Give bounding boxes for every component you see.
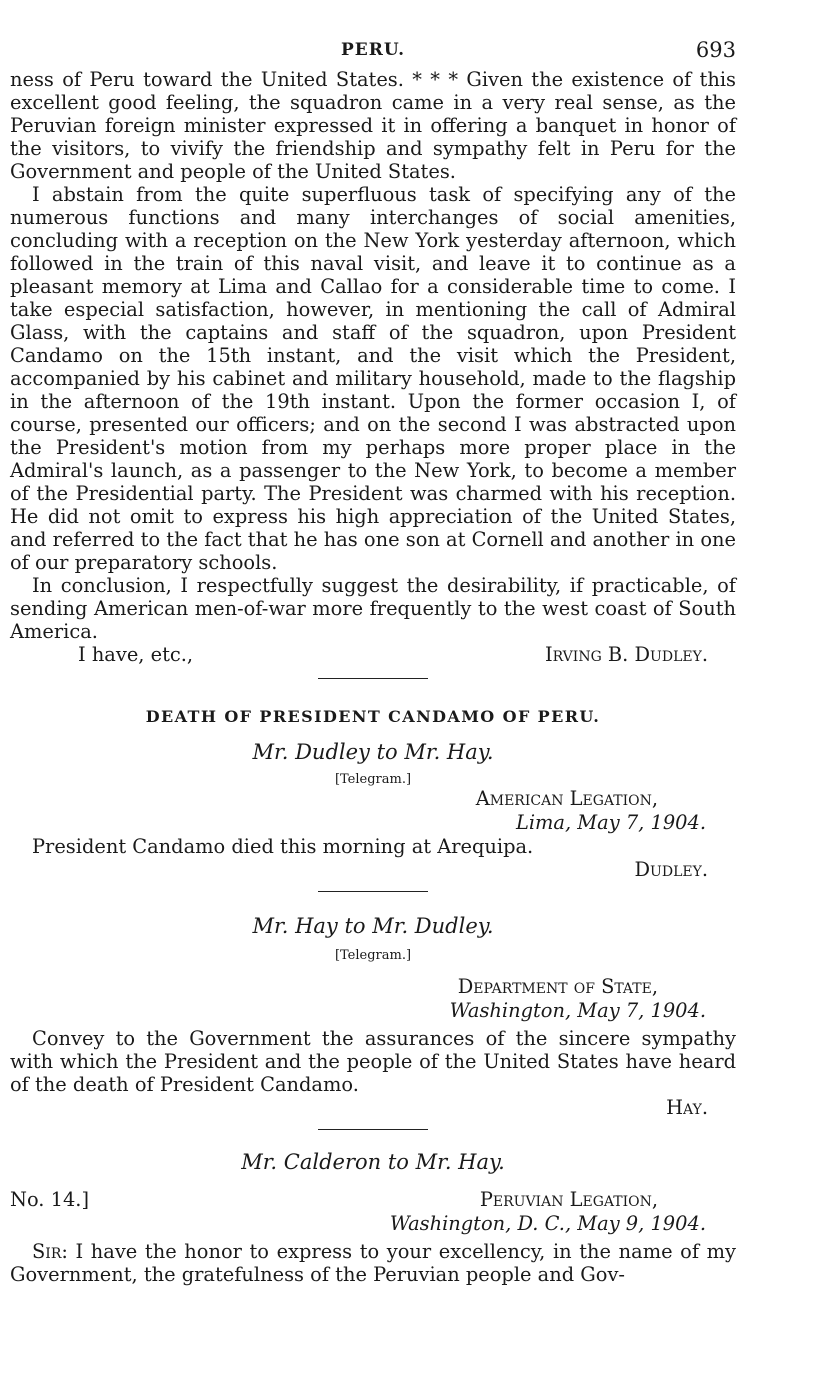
closing-phrase: I have, etc., [78,643,194,666]
page-header [10,34,736,68]
dateline-2: Washington, May 7, 1904. [449,999,706,1022]
section-title: DEATH OF PRESIDENT CANDAMO OF PERU. [145,707,601,726]
dateline-1: Lima, May 7, 1904. [515,811,706,834]
signature-1: Dudley. [634,858,708,881]
paragraph-2: I abstain from the quite superfluous task of specifying any of the numerous functions and many interchanges of social amenities, concluding with a reception on the New York yesterday afternoon, which followed in the train of this naval visit, and leave it to continue as a pleasant memory at Lima and Callao for a considerable time to come. I take especial satisfaction, however, in mentioning the call of Admiral Glass, with the captains and staff of the squadron, upon President Candamo on the 15th instant, and the visit which the President, accompanied by his cabinet and military household, made to the flagship in the afternoon of the 19th instant. Upon the former occasion I, of course, presented our officers; and on the second I was abstracted upon the President's motion from my perhaps more proper place in the Admiral's launch, as a passenger to the New York, to become a member of the Presidential party. The President was charmed with his reception. He did not omit to express his high appreciation of the United States, and referred to the fact that he has one son at Cornell and another in one of our preparatory schools. [10,183,736,574]
body-3-text: : I have the honor to express to your excellency, in the name of my Government, the gratefulness of the Peruvian people and Gov- [10,1240,736,1286]
paragraph-3: In conclusion, I respectfully suggest the desirability, if practicable, of sending American men-of-war more frequently to the west coast of South America. [10,574,736,643]
body-1: President Candamo died this morning at Arequipa. [32,835,534,858]
running-head: PERU. [340,40,406,60]
document-title-1: Mr. Dudley to Mr. Hay. [252,740,494,764]
location-3: Peruvian Legation, [479,1188,658,1211]
document-page [10,34,736,1286]
salutation: Sir [32,1240,62,1263]
document-title-2: Mr. Hay to Mr. Dudley. [252,914,494,938]
location-2: Department of State, [457,975,658,998]
page-number: 693 [695,38,736,62]
body-3 [10,1240,736,1286]
signature-dudley: Irving B. Dudley. [544,643,708,666]
signature-2: Hay. [666,1096,708,1119]
paragraph-1: ness of Peru toward the United States. * * * Given the existence of this excellent good feeling, the squadron came in a very real sense, as the Peruvian foreign minister expressed it in offering a banquet in honor of the visitors, to vivify the friendship and sympathy felt in Peru for the Government and people of the United States. [10,68,736,183]
telegram-label-1: [Telegram.] [334,772,412,787]
header-row-3 [10,1188,736,1212]
dateline-3: Washington, D. C., May 9, 1904. [389,1212,706,1235]
letter-closing [10,643,736,666]
document-title-3: Mr. Calderon to Mr. Hay. [241,1150,505,1174]
location-1: American Legation, [475,787,658,810]
telegram-label-2: [Telegram.] [334,948,412,963]
document-number: No. 14.] [10,1188,90,1211]
body-2: Convey to the Government the assurances of the sincere sympathy with which the President and the people of the United States have heard of the death of President Candamo. [10,1027,736,1096]
